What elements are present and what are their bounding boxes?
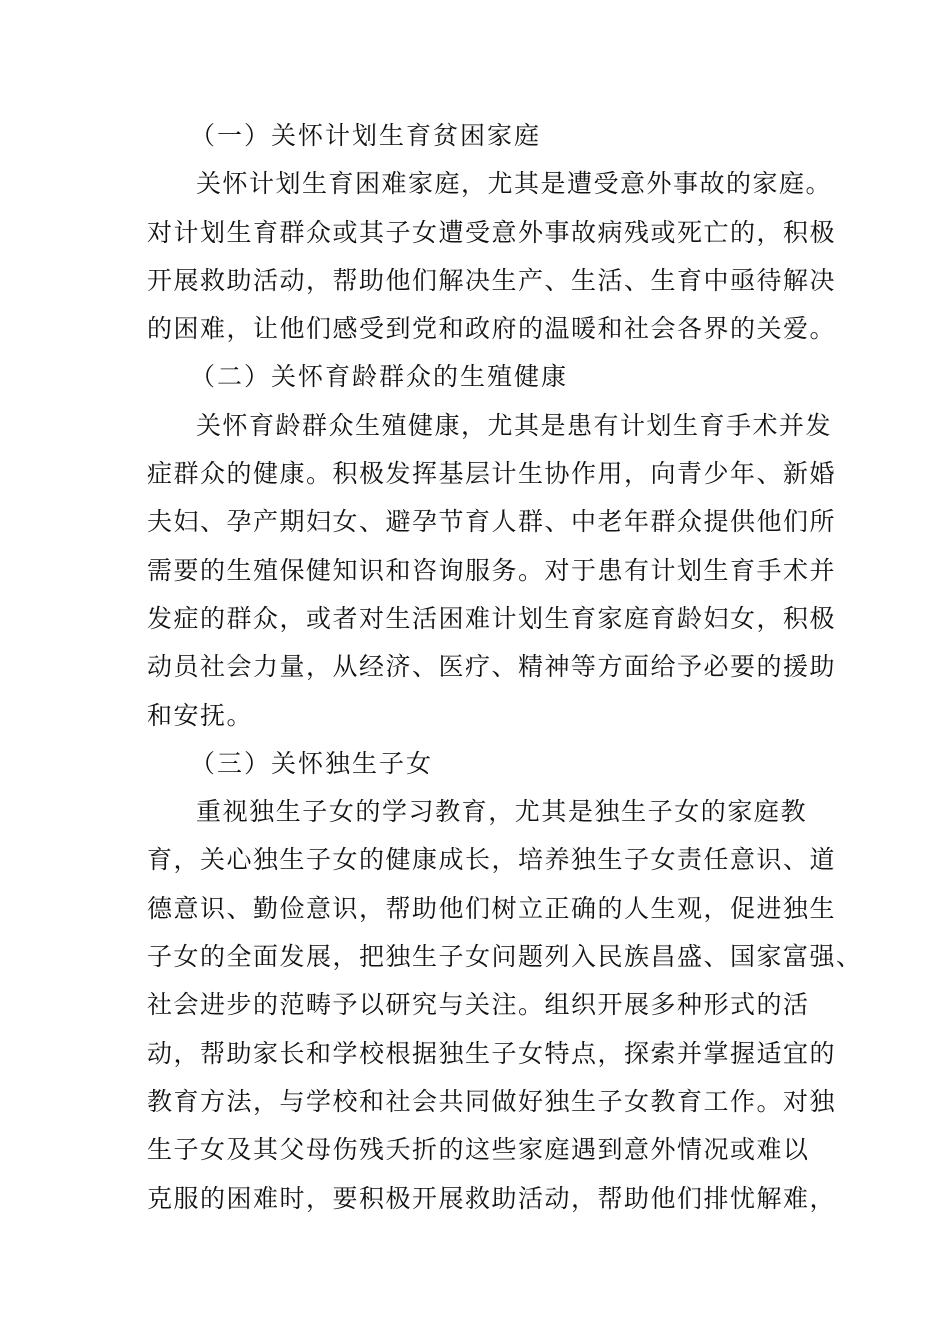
paragraph-line: 的困难，让他们感受到党和政府的温暖和社会各界的关爱。 — [147, 314, 837, 344]
paragraph-line: 需要的生殖保健知识和咨询服务。对于患有计划生育手术并 — [147, 555, 837, 585]
document-body — [147, 112, 863, 1223]
paragraph-line: 症群众的健康。积极发挥基层计生协作用，向青少年、新婚 — [147, 459, 837, 489]
paragraph-line: 克服的困难时，要积极开展救助活动，帮助他们排忧解难， — [147, 1183, 837, 1213]
section-paragraph-2 — [147, 402, 837, 740]
paragraph-line: 重视独生子女的学习教育，尤其是独生子女的家庭教 — [196, 797, 807, 827]
paragraph-line: 动，帮助家长和学校根据独生子女特点，探索并掌握适宜的 — [147, 1038, 837, 1068]
section-paragraph-3 — [147, 788, 863, 1223]
paragraph-line: 发症的群众，或者对生活困难计划生育家庭育龄妇女，积极 — [147, 603, 837, 633]
paragraph-line: 生子女及其父母伤残夭折的这些家庭遇到意外情况或难以 — [147, 1135, 810, 1165]
paragraph-line: 对计划生育群众或其子女遭受意外事故病残或死亡的，积极 — [147, 217, 837, 247]
paragraph-line: 动员社会力量，从经济、医疗、精神等方面给予必要的援助 — [147, 652, 837, 682]
paragraph-line: 关怀计划生育困难家庭，尤其是遭受意外事故的家庭。 — [196, 169, 833, 199]
section-heading-2: （二）关怀育龄群众的生殖健康 — [190, 362, 569, 392]
section-heading-1: （一）关怀计划生育贫困家庭 — [190, 121, 542, 150]
section-paragraph-1 — [147, 160, 837, 353]
paragraph-line: 和安抚。 — [147, 700, 254, 730]
paragraph-line: 关怀育龄群众生殖健康，尤其是患有计划生育手术并发 — [196, 410, 833, 440]
paragraph-line: 夫妇、孕产期妇女、避孕节育人群、中老年群众提供他们所 — [147, 507, 837, 537]
paragraph-line: 德意识、勤俭意识，帮助他们树立正确的人生观，促进独生 — [147, 893, 837, 923]
paragraph-line: 子女的全面发展，把独生子女问题列入民族昌盛、国家富强、 — [147, 942, 863, 972]
section-heading-3: （三）关怀独生子女 — [190, 748, 434, 778]
paragraph-line: 开展救助活动，帮助他们解决生产、生活、生育中亟待解决 — [147, 265, 837, 295]
paragraph-line: 育，关心独生子女的健康成长，培养独生子女责任意识、道 — [147, 845, 837, 875]
paragraph-line: 教育方法，与学校和社会共同做好独生子女教育工作。对独 — [147, 1086, 837, 1116]
paragraph-line: 社会进步的范畴予以研究与关注。组织开展多种形式的活 — [147, 990, 810, 1020]
